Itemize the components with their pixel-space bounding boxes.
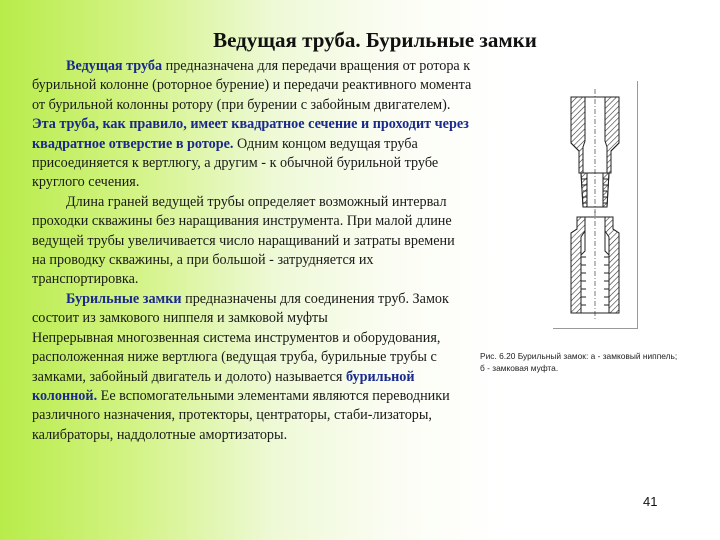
drill-string-text-a: Непрерывная многозвенная система инструментов и оборудования, расположенная ниже вертлюга (ведущая труба, бурильные трубы с замками, забойный двигатель и долото) называется [32, 329, 441, 385]
caption-line-1: Рис. 6.20 Бурильный замок: а - замковый ниппель; [480, 351, 678, 361]
kelly-text-b: Одним концом ведущая труба присоединяется к вертлюгу, а другим - к обычной бурильной трубе круглого сечения. [32, 135, 439, 191]
term-drill-string: бурильной колонной. [32, 368, 415, 404]
drill-string-text-b: Ее вспомогательными элементами являются переводники различного назначения, протекторы, центраторы, стаби-лизаторы, калибраторы, наддолотные амортизаторы. [32, 387, 450, 443]
caption-line-2: б - замковая муфта. [480, 363, 559, 373]
tool-joints-text: предназначены для соединения труб. Замок состоит из замкового ниппеля и замковой муфты [32, 290, 449, 327]
tool-joint-pin [571, 89, 619, 213]
term-kelly: Ведущая труба [66, 58, 163, 74]
figure-caption [480, 350, 715, 374]
tool-joint-box [571, 211, 619, 321]
paragraph-tool-joints [32, 290, 472, 329]
body-text [32, 57, 472, 445]
term-tool-joints: Бурильные замки [66, 290, 182, 307]
page-number: 41 [643, 494, 658, 509]
tool-joint-drawing [553, 81, 637, 328]
paragraph-drill-string [32, 329, 472, 445]
kelly-text-a: предназначена для передачи вращения от ротора к бурильной колонне (роторное бурение) и передачи реактивного момента от бурильной колонны ротору (при бурении с забойным двигателем). [32, 58, 472, 113]
tool-joint-figure [553, 81, 638, 329]
kelly-bold-text: Эта труба, как правило, имеет квадратное сечение и проходит через квадратное отверстие в роторе. [32, 116, 469, 152]
paragraph-kelly [32, 57, 472, 193]
slide-title: Ведущая труба. Бурильные замки [213, 28, 537, 52]
paragraph-length: Длина граней ведущей трубы определяет возможный интервал проходки скважины без наращивания инструмента. При малой длине ведущей трубы увеличивается число наращиваний и затраты времени на проводку скважины, а при большой - затрудняется их транспортировка. [32, 193, 455, 288]
